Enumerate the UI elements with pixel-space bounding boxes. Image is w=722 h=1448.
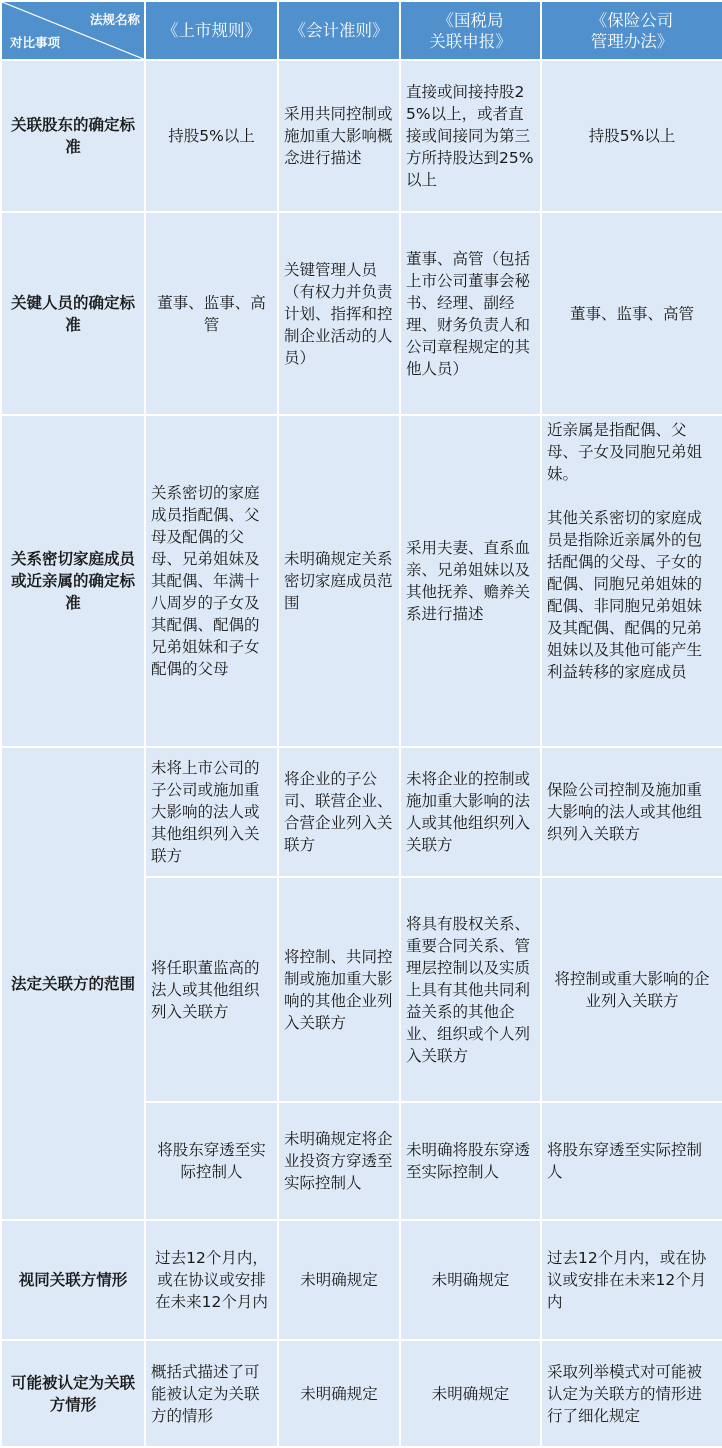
table-cell: 将股东穿透至实际控制人 [541,1102,722,1220]
table-cell: 概括式描述了可能被认定为关联方的情形 [145,1340,278,1447]
row-label-related-shareholder: 关联股东的确定标准 [1,60,145,212]
table-row [1,60,722,212]
table-cell: 过去12个月内，或在协议或安排在未来12个月内 [541,1220,722,1340]
table-cell: 持股5%以上 [145,60,278,212]
row-label-key-personnel: 关键人员的确定标准 [1,212,145,415]
table-cell: 未明确规定 [278,1220,400,1340]
table-cell: 直接或间接持股25%以上，或者直接或间接同为第三方所持股达到25%以上 [400,60,541,212]
table-cell: 未明确规定将企业投资方穿透至实际控制人 [278,1102,400,1220]
table-cell: 将具有股权关系、重要合同关系、管理层控制以及实质上具有其他共同利益关系的其他企业、组织或个人列入关联方 [400,877,541,1102]
table-row [1,1340,722,1447]
paragraph-gap [547,485,717,507]
column-header-tax-bureau: 《国税局 关联申报》 [400,1,541,60]
table-row [1,1220,722,1340]
table-cell: 将任职董监高的法人或其他组织列入关联方 [145,877,278,1102]
table-cell: 采用夫妻、直系血亲、兄弟姐妹以及其他抚养、赡养关系进行描述 [400,415,541,747]
table-cell: 将企业的子公司、联营企业、合营企业列入关联方 [278,747,400,877]
row-label-close-family: 关系密切家庭成员或近亲属的确定标准 [1,415,145,747]
table-cell: 将控制、共同控制或施加重大影响的其他企业列入关联方 [278,877,400,1102]
table-cell [541,415,722,747]
table-cell: 未明确规定关系密切家庭成员范围 [278,415,400,747]
column-header-listing-rules: 《上市规则》 [145,1,278,60]
table-row [1,212,722,415]
table-cell: 将股东穿透至实际控制人 [145,1102,278,1220]
table-cell: 董事、高管（包括上市公司董事会秘书、经理、副经理、财务负责人和公司章程规定的其他人员） [400,212,541,415]
table-cell: 未明确将股东穿透至实际控制人 [400,1102,541,1220]
column-header-accounting-standards: 《会计准则》 [278,1,400,60]
table-row [1,747,722,877]
table-cell: 采取列举模式对可能被认定为关联方的情形进行了细化规定 [541,1340,722,1447]
row-label-deemed-related: 视同关联方情形 [1,1220,145,1340]
table-row [1,415,722,747]
table-cell: 未将上市公司的子公司或施加重大影响的法人或其他组织列入关联方 [145,747,278,877]
table-cell: 关系密切的家庭成员指配偶、父母及配偶的父母、兄弟姐妹及其配偶、年满十八周岁的子女及其配偶、配偶的兄弟姐妹和子女配偶的父母 [145,415,278,747]
table-cell: 未将企业的控制或施加重大影响的法人或其他组织列入关联方 [400,747,541,877]
table-cell: 董事、监事、高管 [145,212,278,415]
table-cell: 持股5%以上 [541,60,722,212]
header-row [1,1,722,60]
table-cell: 采用共同控制或施加重大影响概念进行描述 [278,60,400,212]
table-cell: 董事、监事、高管 [541,212,722,415]
table-cell: 保险公司控制及施加重大影响的法人或其他组织列入关联方 [541,747,722,877]
table-cell: 未明确规定 [400,1340,541,1447]
table-cell: 关键管理人员（有权力并负责计划、指挥和控制企业活动的人员） [278,212,400,415]
row-label-possibly-related: 可能被认定为关联方情形 [1,1340,145,1447]
corner-header-cell [1,1,145,60]
table-cell: 将控制或重大影响的企业列入关联方 [541,877,722,1102]
corner-label-item: 对比事项 [10,35,61,50]
table-cell: 未明确规定 [278,1340,400,1447]
row-label-statutory-scope: 法定关联方的范围 [1,747,145,1220]
corner-label-regulation: 法规名称 [89,12,140,27]
table-cell: 过去12个月内，或在协议或安排在未来12个月内 [145,1220,278,1340]
cell-paragraph: 其他关系密切的家庭成员是指除近亲属外的包括配偶的父母、子女的配偶、同胞兄弟姐妹的配偶、非同胞兄弟姐妹及其配偶、配偶的兄弟姐妹以及其他可能产生利益转移的家庭成员 [547,509,703,681]
diagonal-divider [2,2,146,60]
cell-paragraph: 近亲属是指配偶、父母、子女及同胞兄弟姐妹。 [547,421,703,483]
table-cell: 未明确规定 [400,1220,541,1340]
column-header-insurance-measures: 《保险公司 管理办法》 [541,1,722,60]
